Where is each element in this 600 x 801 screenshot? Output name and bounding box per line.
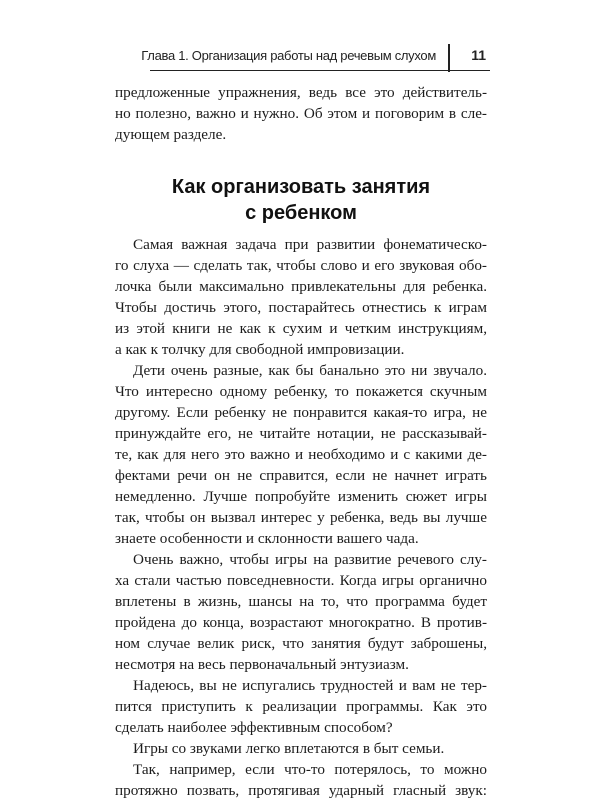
intro-paragraph: [115, 82, 487, 145]
text-line: немедленно. Лучше попробуйте изменить сюжет игры: [115, 488, 487, 505]
text-line: дующем разделе.: [115, 126, 227, 143]
paragraph: [115, 675, 487, 738]
paragraph: [115, 360, 487, 549]
text-line: те, как для него это важно и необходимо и с какими де-: [115, 446, 487, 463]
paragraph: [115, 549, 487, 675]
text-line: Очень важно, чтобы игры на развитие речевого слу-: [133, 551, 487, 568]
text-line: ном случае велик риск, что занятия будут заброшены,: [115, 635, 487, 652]
text-line: знаете особенности и склонности вашего чада.: [115, 530, 419, 547]
text-line: Чтобы достичь этого, постарайтесь отнестись к играм: [115, 299, 487, 316]
text-line: но полезно, важно и нужно. Об этом и поговорим в сле-: [115, 105, 487, 122]
text-line: принуждайте его, не читайте нотации, не рассказывай-: [115, 425, 487, 442]
paragraph: [115, 738, 487, 759]
text-line: протяжно позвать, протягивая ударный гласный звук:: [115, 782, 487, 799]
text-line: Надеюсь, вы не испугались трудностей и вам не тер-: [133, 677, 487, 694]
text-line: пится приступить к реализации программы. Как это: [115, 698, 487, 715]
text-line: а как к толчку для свободной импровизации.: [115, 341, 405, 358]
text-line: сделать наиболее эффективным способом?: [115, 719, 393, 736]
paragraph: [115, 234, 487, 360]
running-header: [141, 44, 490, 71]
text-line: предложенные упражнения, ведь все это действитель-: [115, 84, 487, 101]
text-line: ха стали частью повседневности. Когда игры органично: [115, 572, 487, 589]
text-line: из этой книги не как к сухим и четким инструкциям,: [115, 320, 487, 337]
text-line: лочка были максимально привлекательны для ребенка.: [115, 278, 487, 295]
page-number: 11: [471, 47, 486, 63]
header-divider: [448, 44, 450, 72]
text-line: го слуха — сделать так, чтобы слово и его звуковая обо-: [115, 257, 487, 274]
text-line: Так, например, если что-то потерялось, то можно: [133, 761, 487, 778]
chapter-title: Глава 1. Организация работы над речевым слухом: [141, 48, 436, 63]
text-line: другому. Если ребенку не понравится какая-то игра, не: [115, 404, 487, 421]
text-line: Игры со звуками легко вплетаются в быт семьи.: [133, 740, 445, 757]
text-line: пройдена до конца, возрастают многократно. В против-: [115, 614, 487, 631]
text-line: Самая важная задача при развитии фонематическо-: [133, 236, 487, 253]
section-heading: [115, 174, 487, 226]
text-line: несмотря на весь первоначальный энтузиазм.: [115, 656, 409, 673]
text-line: Дети очень разные, как бы банально это ни звучало.: [133, 362, 487, 379]
paragraph: [115, 759, 487, 801]
text-line: вплетены в жизнь, шансы на то, что программа будет: [115, 593, 487, 610]
heading-line: с ребенком: [245, 202, 357, 224]
body-text: [115, 234, 487, 801]
heading-line: Как организовать занятия: [171, 176, 431, 198]
text-line: фектами речи он не справится, если не начнет играть: [115, 467, 487, 484]
text-line: так, чтобы он вызвал интерес у ребенка, ведь вы лучше: [115, 509, 487, 526]
text-line: Что интересно одному ребенку, то покажется скучным: [115, 383, 487, 400]
